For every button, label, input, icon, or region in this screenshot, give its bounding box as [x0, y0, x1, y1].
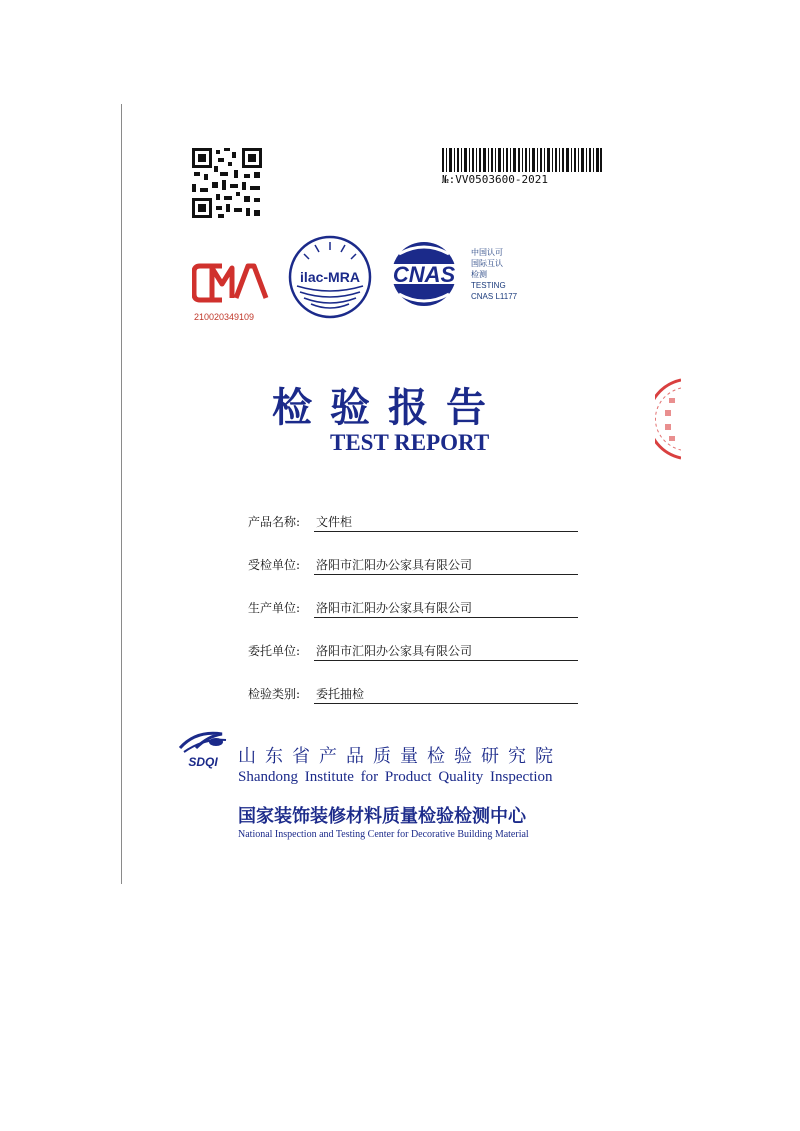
cnas-caption-line: 中国认可: [471, 248, 503, 257]
field-value: 洛阳市汇阳办公家具有限公司: [316, 644, 473, 658]
red-seal-stamp: [655, 378, 681, 460]
field-underline: [314, 703, 578, 704]
field-label: 检验类别:: [248, 687, 301, 701]
institute-name-cn: 山东省产品质量检验研究院: [238, 746, 562, 767]
cnas-logo: [379, 240, 469, 308]
cnas-caption-line: TESTING: [471, 281, 506, 290]
field-value: 洛阳市汇阳办公家具有限公司: [316, 558, 473, 572]
report-number: №:VV0503600-2021: [442, 173, 548, 186]
cnas-caption-line: 国际互认: [471, 259, 503, 268]
cma-logo: [192, 258, 272, 308]
field-underline: [314, 660, 578, 661]
sdqi-logo: [174, 728, 232, 770]
cnas-caption-line: 检测: [471, 270, 487, 279]
field-value: 委托抽检: [316, 687, 365, 701]
cnas-logo-text: CNAS: [392, 262, 456, 287]
cnas-caption-line: CNAS L1177: [471, 292, 518, 301]
field-label: 产品名称:: [248, 515, 301, 529]
field-value: 洛阳市汇阳办公家具有限公司: [316, 601, 473, 615]
field-value: 文件柜: [316, 515, 353, 529]
cma-number: 210020349109: [194, 312, 255, 322]
report-title-cn: 检验报告: [272, 385, 504, 431]
field-product-name: [248, 512, 578, 532]
field-label: 生产单位:: [248, 601, 301, 615]
report-title-en: TEST REPORT: [330, 430, 490, 455]
institute-name-en: Shandong Institute for Product Quality Inspection: [238, 769, 553, 785]
field-inspected-unit: [248, 555, 578, 575]
page-margin-line: [121, 104, 122, 884]
field-underline: [314, 531, 578, 532]
field-manufacturer: [248, 598, 578, 618]
field-client: [248, 641, 578, 661]
barcode: [442, 148, 602, 172]
field-label: 受检单位:: [248, 558, 301, 572]
sdqi-logo-text: SDQI: [188, 755, 218, 769]
ilac-mra-logo: [287, 234, 373, 320]
center-name-en: National Inspection and Testing Center for Decorative Building Material: [238, 829, 529, 840]
cnas-caption: [471, 247, 517, 302]
field-underline: [314, 574, 578, 575]
qr-code: [192, 148, 262, 218]
ilac-logo-text: ilac-MRA: [300, 269, 360, 285]
field-underline: [314, 617, 578, 618]
center-name-cn: 国家装饰装修材料质量检验检测中心: [238, 806, 526, 827]
field-inspection-type: [248, 684, 578, 704]
field-label: 委托单位:: [248, 644, 301, 658]
